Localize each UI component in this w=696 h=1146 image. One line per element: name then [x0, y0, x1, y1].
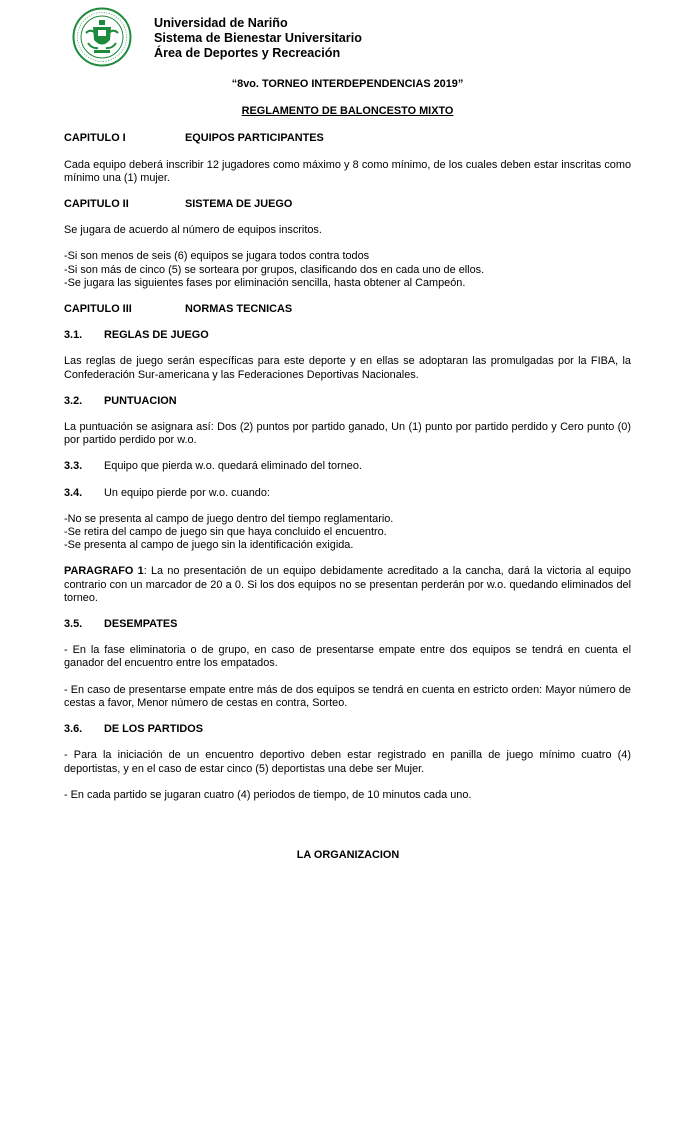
- section-title: PUNTUACION: [104, 394, 177, 407]
- chapter-title: NORMAS TECNICAS: [185, 303, 293, 316]
- institution-header: [154, 16, 362, 61]
- section-3-2-text: La puntuación se asignara así: Dos (2) puntos por partido ganado, Un (1) punto por partido perdido y Cero punto (0) por partido perdido por w.o.: [64, 421, 631, 447]
- section-number: 3.3.: [64, 460, 83, 473]
- chapter-title: SISTEMA DE JUEGO: [185, 198, 293, 211]
- section-title: DESEMPATES: [104, 618, 178, 631]
- section-title: REGLAS DE JUEGO: [104, 329, 209, 342]
- section-3-5-p2: - En caso de presentarse empate entre más de dos equipos se tendrá en cuenta en estricto orden: Mayor número de cestas a favor, Menor número de cestas en contra, Sorteo.: [64, 683, 631, 709]
- chapter-1-text: Cada equipo deberá inscribir 12 jugadores como máximo y 8 como mínimo, de los cuales deben estar inscritas como mínimo una (1) mujer.: [64, 158, 631, 184]
- chapter-number: CAPITULO II: [64, 198, 129, 211]
- list-line: -Se retira del campo de juego sin que haya concluido el encuentro.: [64, 526, 387, 539]
- chapter-3-heading: [64, 303, 631, 316]
- section-3-5-heading: [64, 618, 631, 631]
- section-number: 3.6.: [64, 723, 83, 736]
- tournament-title: “8vo. TORNEO INTERDEPENDENCIAS 2019”: [231, 78, 464, 90]
- university-seal-icon: [72, 7, 132, 67]
- paragrafo-1: [64, 565, 631, 605]
- section-number: 3.5.: [64, 618, 83, 631]
- list-line: -Si son más de cinco (5) se sorteara por grupos, clasificando dos en cada uno de ellos.: [64, 263, 485, 276]
- area-name: Área de Deportes y Recreación: [154, 46, 341, 60]
- list-line: -No se presenta al campo de juego dentro del tiempo reglamentario.: [64, 512, 394, 525]
- section-number: 3.4.: [64, 486, 83, 499]
- chapter-2-intro: Se jugara de acuerdo al número de equipos inscritos.: [64, 224, 322, 237]
- section-3-1-text: Las reglas de juego serán específicas para este deporte y en ellas se adoptaran las promulgadas por la FIBA, la Confederación Sur-americana y las Federaciones Deportivas Nacionales.: [64, 355, 631, 381]
- chapter-number: CAPITULO III: [64, 303, 132, 316]
- section-text: Equipo que pierda w.o. quedará eliminado del torneo.: [104, 460, 362, 473]
- paragrafo-text: : La no presentación de un equipo debidamente acreditado a la cancha, dará la victoria al equipo contrario con un marcador de 20 a 0. Si los dos equipos no se presentan perderán por w.o. quedando eliminados del torneo.: [64, 565, 631, 604]
- chapter-number: CAPITULO I: [64, 132, 126, 145]
- section-3-1-heading: [64, 329, 631, 342]
- section-title: DE LOS PARTIDOS: [104, 723, 204, 736]
- section-number: 3.2.: [64, 394, 83, 407]
- list-line: -Si son menos de seis (6) equipos se jugara todos contra todos: [64, 250, 370, 263]
- section-3-4: [64, 487, 631, 500]
- chapter-1-heading: [64, 132, 631, 145]
- regulation-body: [64, 78, 631, 802]
- section-3-6-p2: - En cada partido se jugaran cuatro (4) periodos de tiempo, de 10 minutos cada uno.: [64, 788, 472, 801]
- system-name: Sistema de Bienestar Universitario: [154, 31, 362, 45]
- regulation-title: REGLAMENTO DE BALONCESTO MIXTO: [241, 105, 454, 118]
- list-line: -Se presenta al campo de juego sin la identificación exigida.: [64, 539, 354, 552]
- signature: LA ORGANIZACION: [296, 849, 400, 861]
- list-line: -Se jugara las siguientes fases por eliminación sencilla, hasta obtener al Campeón.: [64, 276, 466, 289]
- section-3-2-heading: [64, 395, 631, 408]
- paragrafo-label: PARAGRAFO 1: [64, 565, 144, 578]
- section-3-5-p1: - En la fase eliminatoria o de grupo, en caso de presentarse empate entre dos equipos se tendrá en cuenta el ganador del encuentro entre los empatados.: [64, 644, 631, 670]
- section-3-6-heading: [64, 723, 631, 736]
- chapter-title: EQUIPOS PARTICIPANTES: [185, 132, 324, 145]
- chapter-2-heading: [64, 198, 631, 211]
- university-name: Universidad de Nariño: [154, 16, 288, 30]
- section-3-6-p1: - Para la iniciación de un encuentro deportivo deben estar registrado en panilla de juego mínimo cuatro (4) deportistas, y en el caso de estar cinco (5) deportistas una debe ser Mujer.: [64, 749, 631, 775]
- section-3-3: [64, 460, 631, 473]
- section-number: 3.1.: [64, 329, 83, 342]
- section-text: Un equipo pierde por w.o. cuando:: [104, 486, 270, 499]
